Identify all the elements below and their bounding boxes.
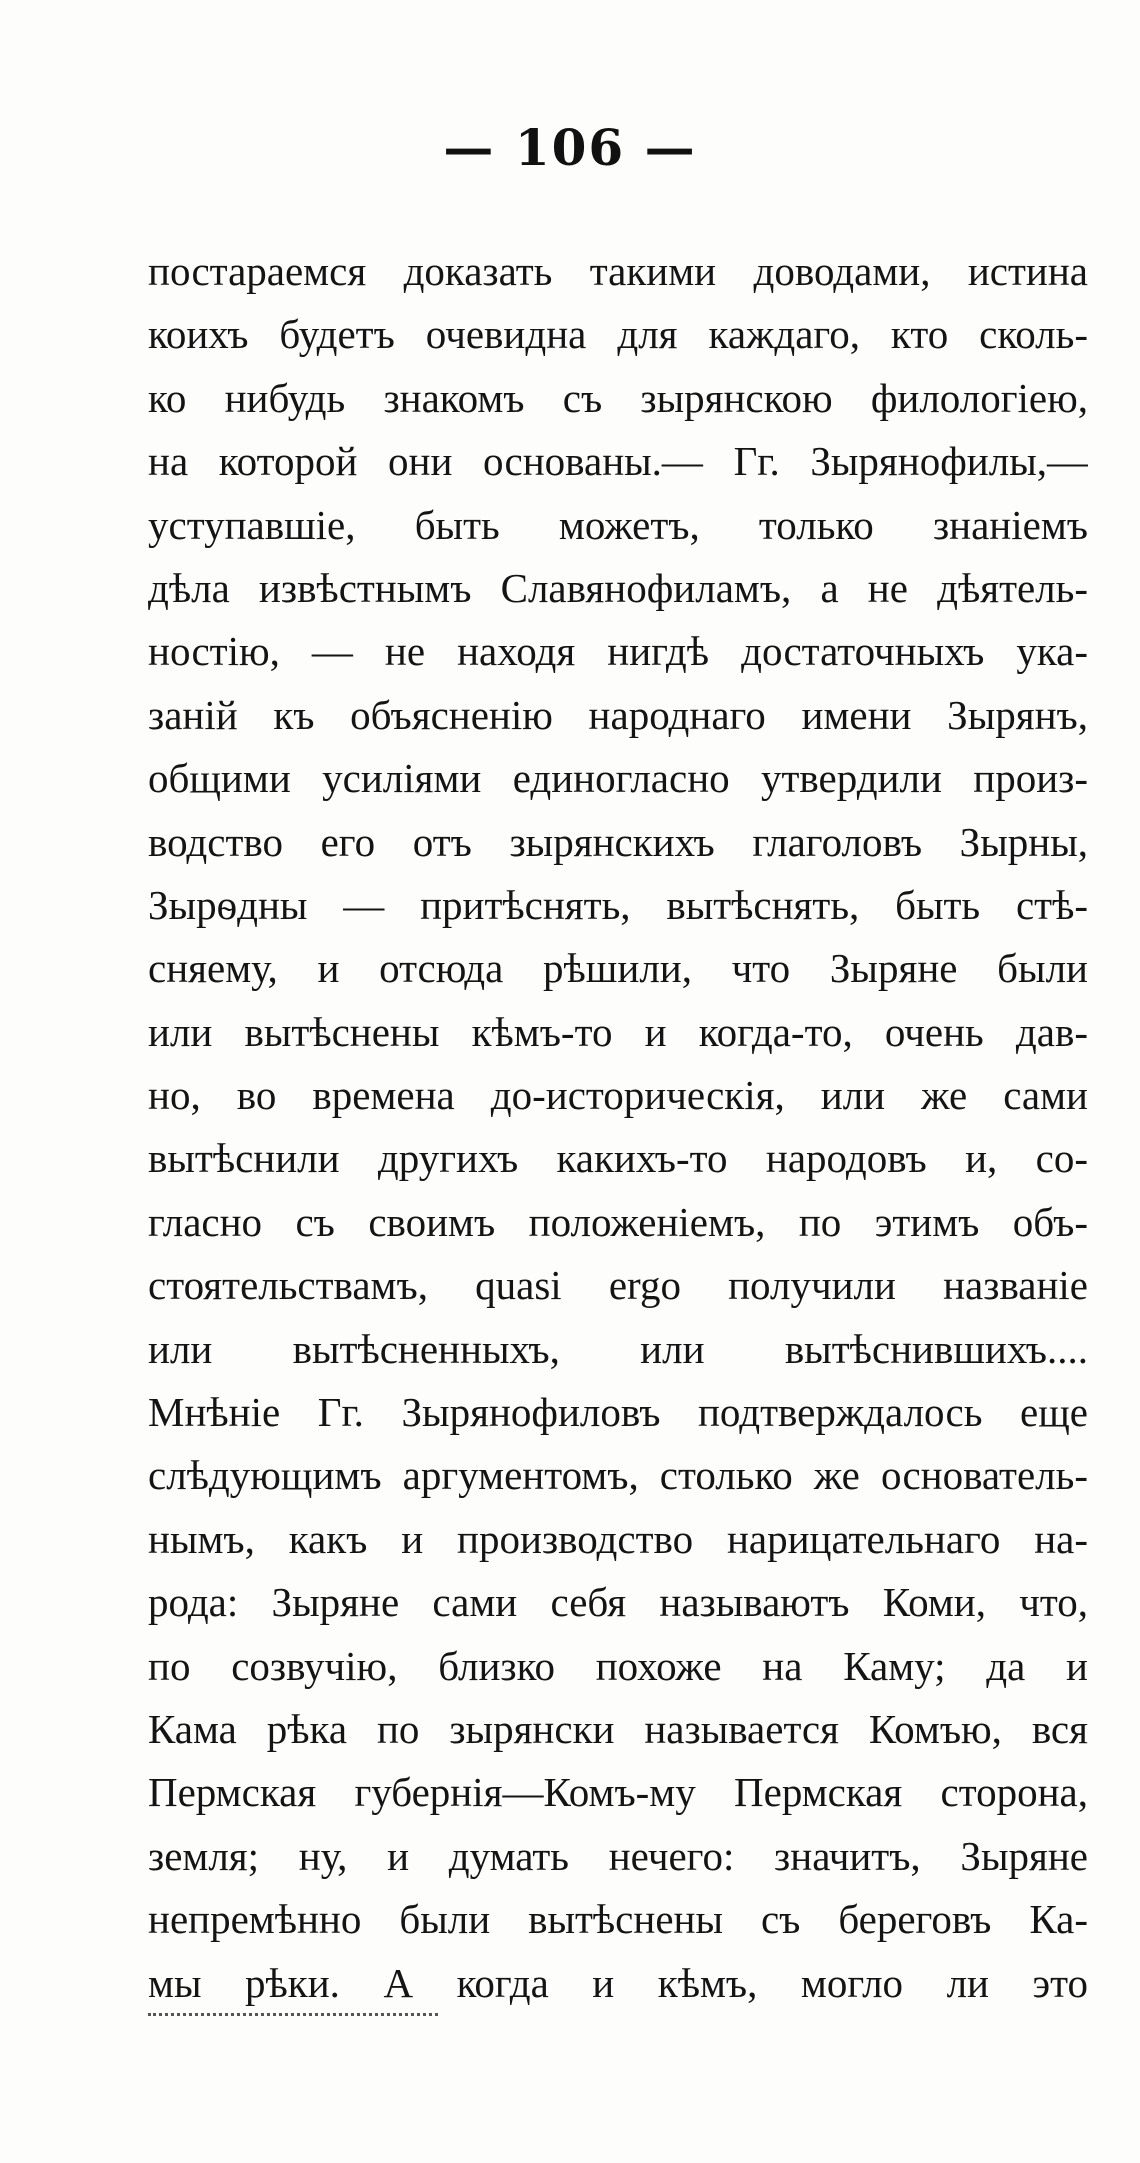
text-line: непремѣнно были вытѣснены съ береговъ Ка- [148,1896,1088,1943]
text-line: ко нибудь знакомъ съ зырянскою филологiею, [148,374,1088,421]
text-line: занiй къ объясненiю народнаго имени Зырянъ, [148,691,1088,738]
footnote-rule [148,2013,438,2016]
text-line: рода: Зыряне сами себя называютъ Коми, что, [148,1579,1088,1626]
text-line: земля; ну, и думать нечего: значитъ, Зыряне [148,1832,1088,1879]
text-line: коихъ будетъ очевидна для каждаго, кто сколь- [148,311,1088,358]
text-line: общими усилiями единогласно утвердили произ- [148,755,1088,802]
text-line: ностiю, — не находя нигдѣ достаточныхъ ука- [148,628,1088,675]
text-body [148,240,1088,2015]
text-line: Зырѳдны — притѣснять, вытѣснять, быть стѣ- [148,881,1088,928]
text-line: Мнѣнiе Гг. Зырянофиловъ подтверждалось еще [148,1389,1088,1436]
page-number: — 106 — [443,118,697,177]
text-line: водство его отъ зырянскихъ глаголовъ Зырны, [148,818,1088,865]
text-line: или вытѣсненныхъ, или вытѣснившихъ.... [148,1325,1088,1372]
text-line: мы рѣки. А когда и кѣмъ, могло ли это [148,1959,1088,2006]
text-line: слѣдующимъ аргументомъ, столько же основатель- [148,1452,1088,1499]
text-line: стоятельствамъ, quasi ergo получили названiе [148,1262,1088,1309]
text-line: нымъ, какъ и производство нарицательнаго на- [148,1515,1088,1562]
text-line: гласно съ своимъ положенiемъ, по этимъ объ- [148,1198,1088,1245]
text-line: постараемся доказать такими доводами, истина [148,248,1088,294]
text-line: но, во времена до-историческiя, или же сами [148,1072,1088,1119]
text-line: дѣла извѣстнымъ Славянофиламъ, а не дѣятель- [148,564,1088,611]
text-line: сняему, и отсюда рѣшили, что Зыряне были [148,945,1088,992]
text-line: уступавшiе, быть можетъ, только знанiемъ [148,501,1088,548]
text-line: или вытѣснены кѣмъ-то и когда-то, очень дав- [148,1008,1088,1055]
text-line: Кама рѣка по зырянски называется Комъю, вся [148,1705,1088,1752]
text-line: на которой они основаны.— Гг. Зырянофилы,— [148,438,1088,485]
text-line: Пермская губернiя—Комъ-му Пермская сторона, [148,1769,1088,1816]
text-line: по созвучiю, близко похоже на Каму; да и [148,1642,1088,1689]
text-line: вытѣснили другихъ какихъ-то народовъ и, со- [148,1135,1088,1182]
